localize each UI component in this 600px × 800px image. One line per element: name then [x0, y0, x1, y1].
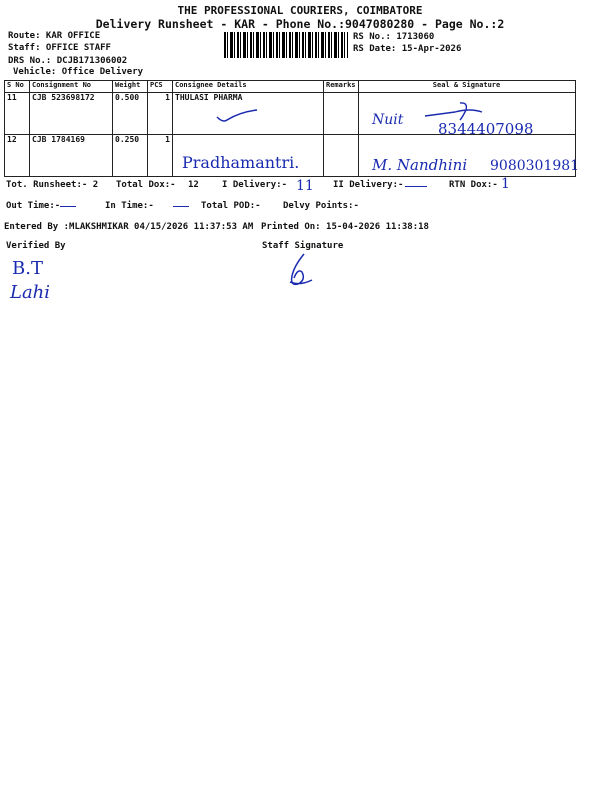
table-header-row	[5, 81, 576, 93]
handwritten-verified-2: Lahi	[10, 282, 51, 303]
total-dox-value: 12	[188, 180, 199, 190]
col-sno: S No	[5, 81, 30, 93]
staff-signature-label: Staff Signature	[262, 241, 344, 251]
rs-number: RS No.: 1713060	[353, 32, 435, 42]
ii-delivery-label: II Delivery:-	[333, 180, 404, 190]
total-pod-label: Total POD:-	[201, 201, 261, 211]
verified-by-label: Verified By	[6, 241, 66, 251]
handwritten-signature-1: Nuit	[372, 112, 404, 128]
handwritten-phone-1: 8344407098	[438, 120, 534, 138]
barcode-image	[224, 32, 348, 58]
handwritten-phone-2: 9080301981	[490, 158, 580, 174]
col-consignment: Consignment No	[30, 81, 113, 93]
col-weight: Weight	[113, 81, 148, 93]
company-name: THE PROFESSIONAL COURIERS, COIMBATORE	[177, 4, 423, 17]
rs-date: RS Date: 15-Apr-2026	[353, 44, 462, 54]
handwritten-consignee-2: Pradhamantri.	[182, 153, 300, 172]
handwritten-verified: B.T	[12, 258, 43, 279]
col-consignee: Consignee Details	[173, 81, 324, 93]
cell-consignment: CJB 1784169	[30, 135, 113, 177]
cell-weight: 0.250	[113, 135, 148, 177]
col-pcs: PCS	[148, 81, 173, 93]
dash-mark	[173, 206, 189, 207]
cell-remarks	[324, 93, 359, 135]
printed-on: Printed On: 15-04-2026 11:38:18	[261, 222, 429, 232]
staff-signature-scribble-icon	[284, 252, 316, 290]
handwritten-rtn-dox: 1	[501, 176, 510, 192]
in-time-label: In Time:-	[105, 201, 154, 211]
entered-by: Entered By :MLAKSHMIKAR 04/15/2026 11:37:53 AM	[4, 222, 254, 232]
drs-number: DRS No.: DCJB171306002	[8, 56, 128, 66]
cell-sno: 12	[5, 135, 30, 177]
col-remarks: Remarks	[324, 81, 359, 93]
cell-remarks	[324, 135, 359, 177]
total-dox-label: Total Dox:-	[116, 180, 176, 190]
dash-mark	[405, 186, 427, 187]
delvy-points-label: Delvy Points:-	[283, 201, 359, 211]
col-signature: Seal & Signature	[358, 81, 575, 93]
dash-mark	[60, 206, 76, 207]
cell-pcs: 1	[148, 135, 173, 177]
cell-consignment: CJB 523698172	[30, 93, 113, 135]
cell-sno: 11	[5, 93, 30, 135]
runsheet-title: Delivery Runsheet - KAR - Phone No.:9047080280 - Page No.:2	[95, 17, 505, 31]
tot-runsheet: Tot. Runsheet:- 2	[6, 180, 99, 190]
i-delivery-label: I Delivery:-	[222, 180, 288, 190]
handwritten-signature-2: M. Nandhini	[372, 156, 468, 174]
cell-weight: 0.500	[113, 93, 148, 135]
cell-consignee: THULASI PHARMA	[173, 93, 324, 135]
out-time-label: Out Time:-	[6, 201, 61, 211]
cell-pcs: 1	[148, 93, 173, 135]
handwritten-i-delivery: 11	[296, 178, 314, 194]
checkmark-icon	[215, 108, 260, 124]
signature-scribble-icon	[420, 100, 490, 122]
route-label: Route: KAR OFFICE	[8, 31, 101, 41]
staff-label: Staff: OFFICE STAFF	[8, 43, 111, 53]
rtn-dox-label: RTN Dox:-	[449, 180, 498, 190]
vehicle-label: Vehicle: Office Delivery	[13, 67, 144, 77]
